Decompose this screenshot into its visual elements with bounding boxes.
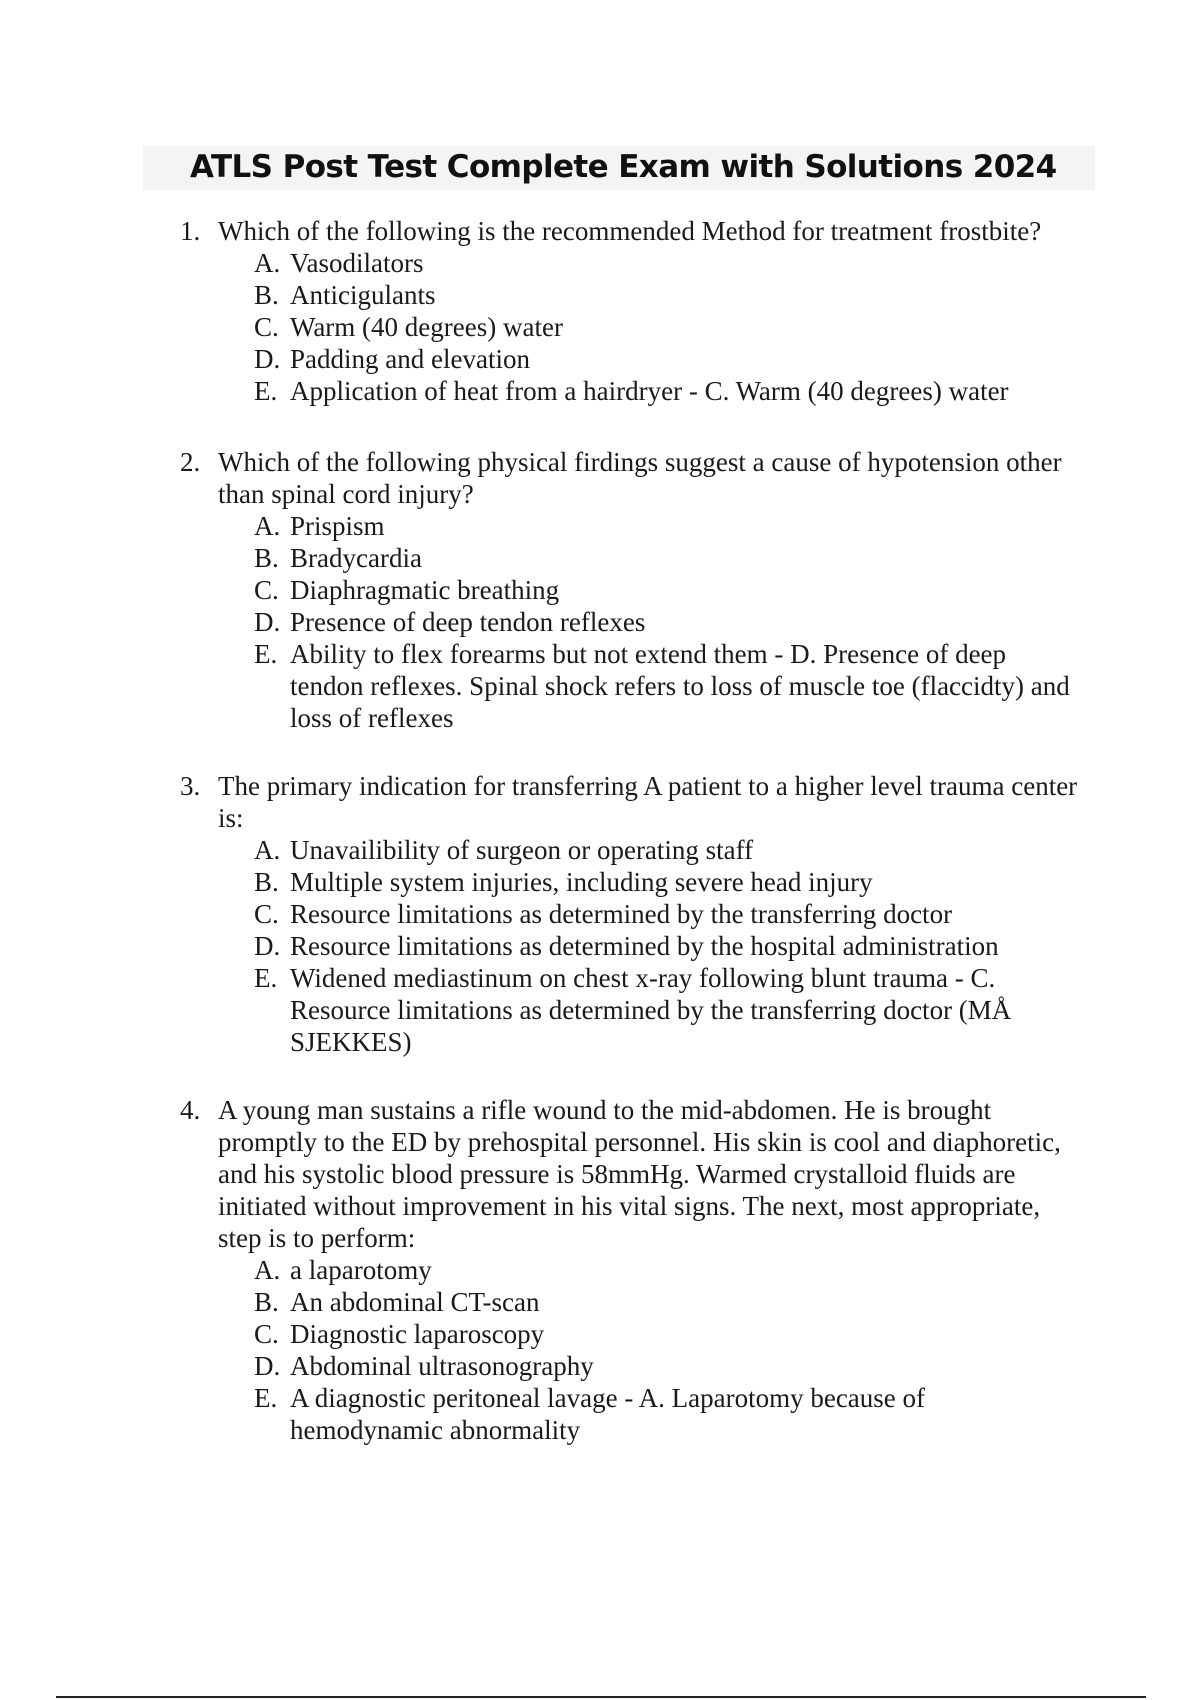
question-1 xyxy=(180,215,1080,407)
option-letter: E. xyxy=(254,963,278,993)
option-text: Resource limitations as determined by the transferring doctor xyxy=(290,899,953,929)
option-text: Diaphragmatic breathing xyxy=(290,575,560,605)
option-c xyxy=(254,311,1080,343)
option-text: Prispism xyxy=(290,511,385,541)
question-number: 1. xyxy=(180,216,201,246)
options-list xyxy=(180,1254,1080,1446)
option-e xyxy=(254,962,1080,1058)
option-letter: A. xyxy=(254,248,281,278)
option-letter: E. xyxy=(254,639,278,669)
option-text: Bradycardia xyxy=(290,543,422,573)
option-letter: D. xyxy=(254,1351,281,1381)
option-text: Resource limitations as determined by the hospital administration xyxy=(290,931,999,961)
option-text: Anticigulants xyxy=(290,280,436,310)
option-text: Diagnostic laparoscopy xyxy=(290,1319,545,1349)
document-title: ATLS Post Test Complete Exam with Solutions 2024 xyxy=(190,149,1057,185)
question-3 xyxy=(180,770,1080,1058)
option-e xyxy=(254,1382,1080,1446)
option-b xyxy=(254,866,1080,898)
option-letter: E. xyxy=(254,1383,278,1413)
option-letter: A. xyxy=(254,1255,281,1285)
option-b xyxy=(254,1286,1080,1318)
option-a xyxy=(254,510,1080,542)
option-e xyxy=(254,375,1080,407)
option-b xyxy=(254,279,1080,311)
question-text: Which of the following is the recommended Method for treatment frostbite? xyxy=(218,216,1042,246)
options-list xyxy=(180,834,1080,1058)
option-a xyxy=(254,834,1080,866)
option-text: Application of heat from a hairdryer - C. Warm (40 degrees) water xyxy=(290,376,1009,406)
option-d xyxy=(254,343,1080,375)
option-d xyxy=(254,606,1080,638)
option-c xyxy=(254,1318,1080,1350)
option-text: Vasodilators xyxy=(290,248,424,278)
question-text: The primary indication for transferring A patient to a higher level trauma center is: xyxy=(218,771,1078,833)
option-text: Widened mediastinum on chest x-ray following blunt trauma - C. Resource limitations as determined by the transferring doctor (MÅ SJEKKES) xyxy=(290,963,1012,1057)
question-number: 2. xyxy=(180,447,201,477)
option-letter: B. xyxy=(254,280,279,310)
option-text: Presence of deep tendon reflexes xyxy=(290,607,646,637)
option-a xyxy=(254,1254,1080,1286)
option-letter: A. xyxy=(254,511,281,541)
option-letter: B. xyxy=(254,1287,279,1317)
option-text: An abdominal CT-scan xyxy=(290,1287,540,1317)
option-letter: D. xyxy=(254,344,281,374)
option-letter: B. xyxy=(254,543,279,573)
option-d xyxy=(254,930,1080,962)
options-list xyxy=(180,247,1080,407)
options-list xyxy=(180,510,1080,734)
option-d xyxy=(254,1350,1080,1382)
option-a xyxy=(254,247,1080,279)
option-text: Padding and elevation xyxy=(290,344,530,374)
option-letter: E. xyxy=(254,376,278,406)
question-2 xyxy=(180,446,1080,734)
option-text: a laparotomy xyxy=(290,1255,432,1285)
option-e xyxy=(254,638,1080,734)
option-letter: A. xyxy=(254,835,281,865)
option-text: Ability to flex forearms but not extend them - D. Presence of deep tendon reflexes. Spinal shock refers to loss of muscle toe (flaccidty) and loss of reflexes xyxy=(290,639,1070,733)
bottom-rule xyxy=(56,1696,1146,1698)
option-text: Unavailibility of surgeon or operating staff xyxy=(290,835,754,865)
option-letter: D. xyxy=(254,931,281,961)
option-b xyxy=(254,542,1080,574)
question-number: 3. xyxy=(180,771,201,801)
option-letter: C. xyxy=(254,1319,279,1349)
question-text: A young man sustains a rifle wound to the mid-abdomen. He is brought promptly to the ED by prehospital personnel. His skin is cool and diaphoretic, and his systolic blood pressure is 58mmHg. Warmed crystalloid fluids are initiated without improvement in his vital signs. The next, most appropriate, step is to perform: xyxy=(218,1095,1061,1253)
option-text: A diagnostic peritoneal lavage - A. Laparotomy because of hemodynamic abnormality xyxy=(290,1383,926,1445)
option-letter: C. xyxy=(254,312,279,342)
option-letter: C. xyxy=(254,575,279,605)
question-text: Which of the following physical firdings suggest a cause of hypotension other than spinal cord injury? xyxy=(218,447,1062,509)
option-letter: D. xyxy=(254,607,281,637)
option-text: Abdominal ultrasonography xyxy=(290,1351,594,1381)
option-letter: B. xyxy=(254,867,279,897)
question-4 xyxy=(180,1094,1080,1446)
option-letter: C. xyxy=(254,899,279,929)
option-text: Warm (40 degrees) water xyxy=(290,312,563,342)
question-number: 4. xyxy=(180,1095,201,1125)
option-c xyxy=(254,898,1080,930)
option-text: Multiple system injuries, including severe head injury xyxy=(290,867,873,897)
option-c xyxy=(254,574,1080,606)
